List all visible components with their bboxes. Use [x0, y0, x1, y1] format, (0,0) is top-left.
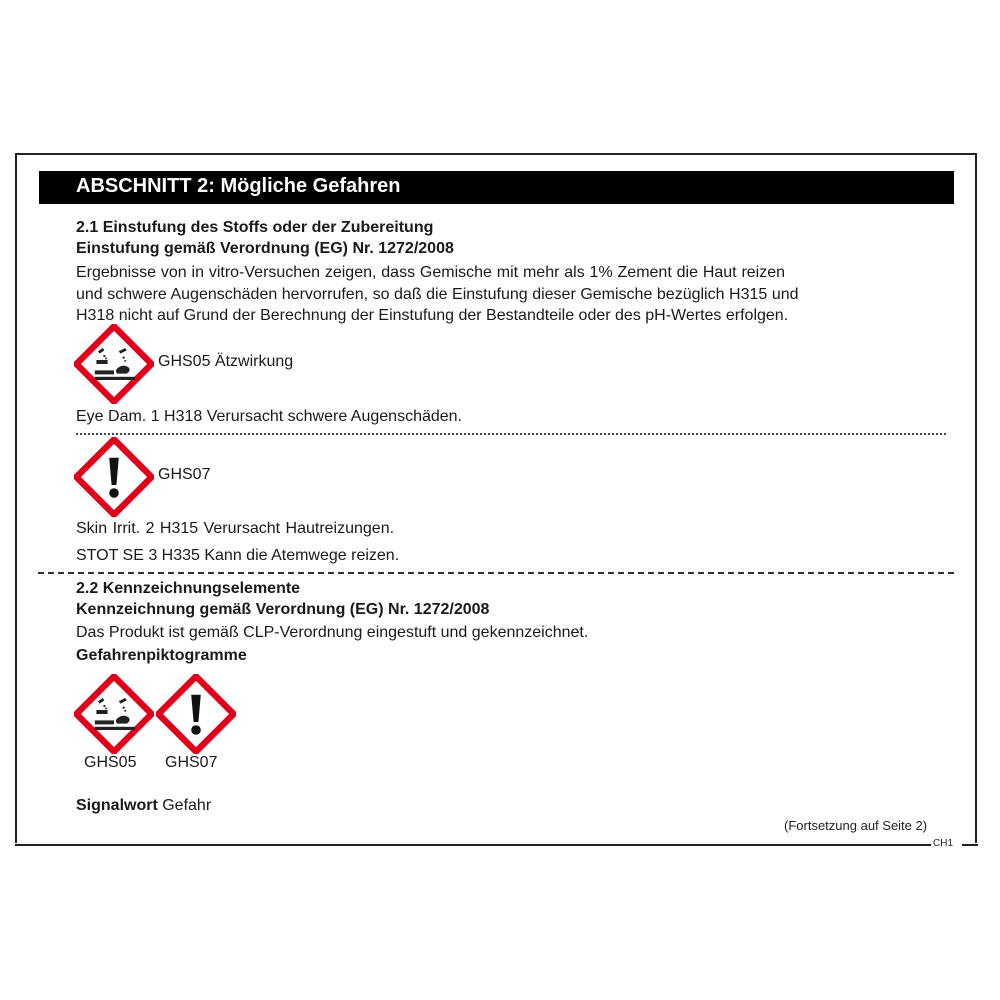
classification-paragraph [76, 262, 956, 327]
paragraph-line-2: und schwere Augenschäden hervorrufen, so daß die Einstufung dieser Gemische bezüglich H315 und [76, 285, 799, 303]
continuation-note: (Fortsetzung auf Seite 2) [784, 818, 928, 833]
dotted-separator [76, 433, 946, 435]
section-header-bar [39, 171, 954, 204]
section-title: ABSCHNITT 2: Mögliche Gefahren [76, 175, 401, 197]
stot-statement: STOT SE 3 H335 Kann die Atemwege reizen. [76, 547, 400, 564]
classification-heading: 2.1 Einstufung des Stoffs oder der Zubereitung [76, 219, 434, 236]
bottom-rule [15, 844, 931, 846]
ghs05-corrosion-icon [74, 324, 154, 404]
skin-irrit-statement: Skin Irrit. 2 H315 Verursacht Hautreizungen. [76, 520, 395, 537]
paragraph-line-1: Ergebnisse von in vitro-Versuchen zeigen, dass Gemische mit mehr als 1% Zement die Haut reizen [76, 264, 786, 281]
eye-dam-statement: Eye Dam. 1 H318 Verursacht schwere Augenschäden. [76, 408, 462, 425]
clp-text: Das Produkt ist gemäß CLP-Verordnung eingestuft und gekennzeichnet. [76, 624, 589, 641]
ghs07-exclamation-icon [74, 437, 154, 517]
ghs07-label: GHS07 [158, 466, 211, 483]
ghs05-corrosion-icon [74, 674, 154, 754]
dashed-separator [38, 572, 954, 574]
signal-word-label: Signalwort [76, 797, 158, 814]
pictogram-label-ghs05: GHS05 [84, 754, 137, 771]
paragraph-line-3: H318 nicht auf Grund der Berechnung der Einstufung der Bestandteile oder des pH-Wertes erfolgen. [76, 307, 789, 324]
labelling-heading: 2.2 Kennzeichnungselemente [76, 580, 301, 597]
labelling-subheading: Kennzeichnung gemäß Verordnung (EG) Nr. 1272/2008 [76, 601, 490, 618]
pictogram-label-ghs07: GHS07 [165, 754, 218, 771]
signal-word-value: Gefahr [162, 797, 212, 814]
footer-code: CH1 [933, 838, 954, 849]
pictograms-heading: Gefahrenpiktogramme [76, 647, 247, 664]
signal-word [76, 797, 211, 815]
bottom-rule-right [962, 844, 978, 846]
classification-subheading: Einstufung gemäß Verordnung (EG) Nr. 1272/2008 [76, 240, 454, 257]
ghs07-exclamation-icon [156, 674, 236, 754]
ghs05-label: GHS05 Ätzwirkung [158, 353, 294, 370]
